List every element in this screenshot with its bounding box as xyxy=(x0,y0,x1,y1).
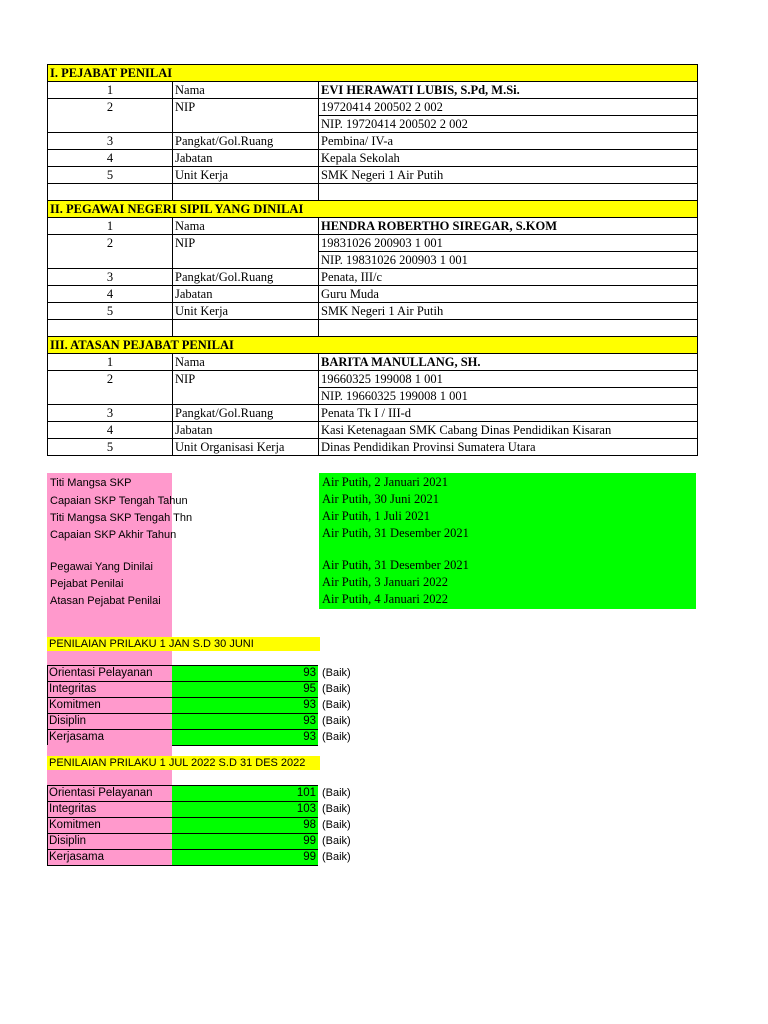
criteria-name: Disiplin xyxy=(49,835,87,847)
field-value: Penata Tk I / III-d xyxy=(319,405,698,422)
field-label: Nama xyxy=(173,354,319,371)
field-value: 19720414 200502 2 002 xyxy=(319,99,698,116)
date-value: Air Putih, 1 Juli 2021 xyxy=(322,509,430,523)
criteria-name: Disiplin xyxy=(49,715,87,727)
field-value: Dinas Pendidikan Provinsi Sumatera Utara xyxy=(319,439,698,456)
rating: (Baik) xyxy=(322,819,351,831)
field-label: Pangkat/Gol.Ruang xyxy=(173,405,319,422)
criteria-name: Komitmen xyxy=(49,699,101,711)
date-label: Pejabat Penilai xyxy=(50,578,124,590)
score: 103 xyxy=(296,803,316,815)
table-row xyxy=(47,818,351,834)
date-label: Pegawai Yang Dinilai xyxy=(50,561,153,573)
pink-fill xyxy=(47,770,172,785)
row-number: 3 xyxy=(48,133,173,150)
date-value: Air Putih, 4 Januari 2022 xyxy=(322,592,449,606)
date-value: Air Putih, 31 Desember 2021 xyxy=(322,558,469,572)
field-value: NIP. 19831026 200903 1 001 xyxy=(319,252,698,269)
row-number: 4 xyxy=(48,422,173,439)
date-value: Air Putih, 31 Desember 2021 xyxy=(322,526,469,540)
table-row xyxy=(47,698,351,714)
criteria-name: Komitmen xyxy=(49,819,101,831)
row-number: 5 xyxy=(48,439,173,456)
field-label: Unit Kerja xyxy=(173,303,319,320)
score: 95 xyxy=(303,683,316,695)
row-number: 5 xyxy=(48,167,173,184)
field-label: Nama xyxy=(173,82,319,99)
row-number: 1 xyxy=(48,218,173,235)
criteria-name: Orientasi Pelayanan xyxy=(49,667,153,679)
rating: (Baik) xyxy=(322,803,351,815)
rating: (Baik) xyxy=(322,851,351,863)
rating: (Baik) xyxy=(322,715,351,727)
field-label: NIP xyxy=(173,99,319,133)
row-number: 4 xyxy=(48,286,173,303)
row-number: 3 xyxy=(48,269,173,286)
field-label: Jabatan xyxy=(173,286,319,303)
field-label: Unit Kerja xyxy=(173,167,319,184)
rating: (Baik) xyxy=(322,731,351,743)
rating: (Baik) xyxy=(322,667,351,679)
section-title: II. PEGAWAI NEGERI SIPIL YANG DINILAI xyxy=(48,201,698,218)
table-row xyxy=(47,714,351,730)
empty-cell xyxy=(319,184,698,201)
score: 93 xyxy=(303,731,316,743)
criteria-name: Integritas xyxy=(49,803,97,815)
identity-table xyxy=(47,64,698,456)
field-label: Jabatan xyxy=(173,422,319,439)
rating: (Baik) xyxy=(322,699,351,711)
score: 99 xyxy=(303,851,316,863)
date-label: Capaian SKP Tengah Tahun xyxy=(50,495,188,507)
table-row xyxy=(47,802,351,818)
row-number: 5 xyxy=(48,303,173,320)
border-line xyxy=(47,665,48,745)
row-number: 4 xyxy=(48,150,173,167)
field-label: NIP xyxy=(173,235,319,269)
field-label: Pangkat/Gol.Ruang xyxy=(173,133,319,150)
date-value: Air Putih, 2 Januari 2021 xyxy=(322,475,449,489)
table-row xyxy=(47,682,351,698)
field-value: Guru Muda xyxy=(319,286,698,303)
score: 93 xyxy=(303,667,316,679)
criteria-name: Orientasi Pelayanan xyxy=(49,787,153,799)
assessment-title: PENILAIAN PRILAKU 1 JUL 2022 S.D 31 DES 2022 xyxy=(49,757,306,769)
row-number: 2 xyxy=(48,371,173,405)
field-label: NIP xyxy=(173,371,319,405)
section-title: III. ATASAN PEJABAT PENILAI xyxy=(48,337,698,354)
criteria-name: Kerjasama xyxy=(49,731,104,743)
row-number: 1 xyxy=(48,82,173,99)
field-value: NIP. 19720414 200502 2 002 xyxy=(319,116,698,133)
score: 98 xyxy=(303,819,316,831)
assessment-table-1 xyxy=(47,665,351,746)
score: 99 xyxy=(303,835,316,847)
date-value: Air Putih, 3 Januari 2022 xyxy=(322,575,449,589)
section-title: I. PEJABAT PENILAI xyxy=(48,65,698,82)
field-label: Jabatan xyxy=(173,150,319,167)
field-value: 19831026 200903 1 001 xyxy=(319,235,698,252)
criteria-name: Integritas xyxy=(49,683,97,695)
row-number: 2 xyxy=(48,99,173,133)
field-value: BARITA MANULLANG, SH. xyxy=(319,354,698,371)
field-label: Nama xyxy=(173,218,319,235)
assessment-table-2 xyxy=(47,785,351,866)
field-value: HENDRA ROBERTHO SIREGAR, S.KOM xyxy=(319,218,698,235)
pink-fill xyxy=(47,745,172,756)
field-value: Kepala Sekolah xyxy=(319,150,698,167)
row-number: 2 xyxy=(48,235,173,269)
date-value: Air Putih, 30 Juni 2021 xyxy=(322,492,440,506)
field-value: NIP. 19660325 199008 1 001 xyxy=(319,388,698,405)
field-label: Unit Organisasi Kerja xyxy=(173,439,319,456)
empty-cell xyxy=(173,184,319,201)
score: 101 xyxy=(296,787,316,799)
date-label: Capaian SKP Akhir Tahun xyxy=(50,529,177,541)
empty-cell xyxy=(173,320,319,337)
table-row xyxy=(47,730,351,746)
empty-cell xyxy=(48,184,173,201)
empty-cell xyxy=(319,320,698,337)
date-label: Atasan Pejabat Penilai xyxy=(50,595,161,607)
border-line xyxy=(47,785,48,865)
assessment-title: PENILAIAN PRILAKU 1 JAN S.D 30 JUNI xyxy=(49,638,254,650)
row-number: 3 xyxy=(48,405,173,422)
date-label: Titi Mangsa SKP xyxy=(50,477,132,489)
table-row xyxy=(47,666,351,682)
date-label: Titi Mangsa SKP Tengah Thn xyxy=(50,512,193,524)
score: 93 xyxy=(303,699,316,711)
rating: (Baik) xyxy=(322,835,351,847)
score: 93 xyxy=(303,715,316,727)
empty-cell xyxy=(48,320,173,337)
field-value: Kasi Ketenagaan SMK Cabang Dinas Pendidikan Kisaran xyxy=(319,422,698,439)
rating: (Baik) xyxy=(322,683,351,695)
field-value: 19660325 199008 1 001 xyxy=(319,371,698,388)
field-value: SMK Negeri 1 Air Putih xyxy=(319,303,698,320)
rating: (Baik) xyxy=(322,787,351,799)
field-value: Penata, III/c xyxy=(319,269,698,286)
pink-fill xyxy=(47,651,172,665)
row-number: 1 xyxy=(48,354,173,371)
table-row xyxy=(47,786,351,802)
field-value: SMK Negeri 1 Air Putih xyxy=(319,167,698,184)
field-value: EVI HERAWATI LUBIS, S.Pd, M.Si. xyxy=(319,82,698,99)
field-label: Pangkat/Gol.Ruang xyxy=(173,269,319,286)
field-value: Pembina/ IV-a xyxy=(319,133,698,150)
table-row xyxy=(47,850,351,866)
criteria-name: Kerjasama xyxy=(49,851,104,863)
table-row xyxy=(47,834,351,850)
